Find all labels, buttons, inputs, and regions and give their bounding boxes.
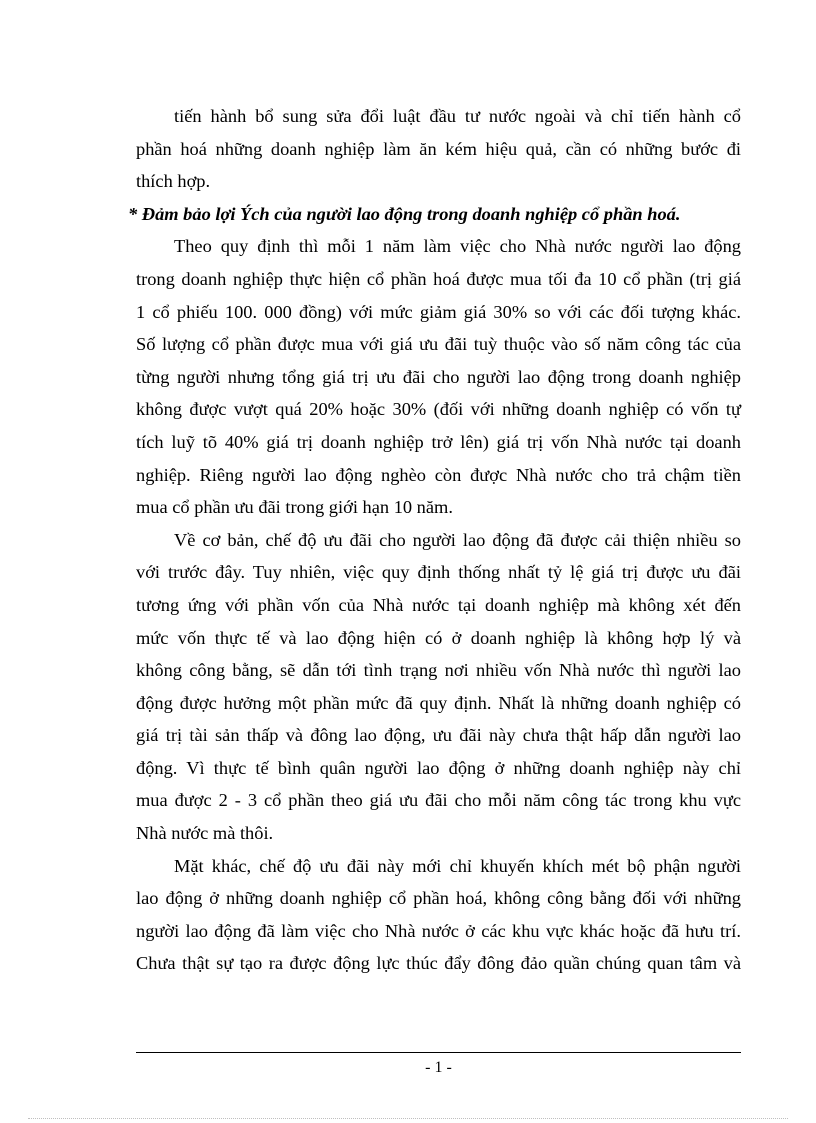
text-line: lao động ở những doanh nghiệp cổ phần hoá, không công bằng đối với những [136, 888, 741, 909]
text-line: giá trị tài sản thấp và đông lao động, ưu đãi này chưa thật hấp dẫn người lao [136, 725, 741, 746]
text-line: tích luỹ tõ 40% giá trị doanh nghiệp trở lên) giá trị vốn Nhà nước tại doanh [136, 431, 741, 452]
text-line: 1 cổ phiếu 100. 000 đồng) với mức giảm giá 30% so với các đối tượng khác. [136, 301, 741, 322]
text-line: Mặt khác, chế độ ưu đãi này mới chỉ khuyến khích mét bộ phận người [174, 855, 741, 876]
text-line: trong doanh nghiệp thực hiện cổ phần hoá được mua tối đa 10 cổ phần (trị giá [136, 268, 741, 289]
text-line: không công bằng, sẽ dẫn tới tình trạng nơi nhiều vốn Nhà nước thì người lao [136, 660, 741, 681]
text-line: Nhà nước mà thôi. [136, 823, 274, 844]
text-line: người lao động đã làm việc cho Nhà nước ở các khu vực khác hoặc đã hưu trí. [136, 920, 741, 941]
text-line: nghiệp. Riêng người lao động nghèo còn được Nhà nước cho trả chậm tiền [136, 464, 741, 485]
section-heading: * Đảm bảo lợi Ých của người lao động trong doanh nghiệp cổ phần hoá. [128, 203, 681, 224]
text-line: Theo quy định thì mỗi 1 năm làm việc cho Nhà nước người lao động [174, 236, 741, 257]
text-line: thích hợp. [136, 171, 211, 192]
text-line: tương ứng với phần vốn của Nhà nước tại doanh nghiệp mà không xét đến [136, 594, 741, 615]
text-line: không được vượt quá 20% hoặc 30% (đối với những doanh nghiệp có vốn tự [136, 399, 741, 420]
text-line: mua được 2 - 3 cổ phần theo giá ưu đãi cho mỗi năm công tác trong khu vực [136, 790, 741, 811]
text-line: tiến hành bổ sung sửa đổi luật đầu tư nước ngoài và chỉ tiến hành cổ [174, 106, 741, 126]
text-line: mua cổ phần ưu đãi trong giới hạn 10 năm. [136, 497, 453, 518]
text-line: phần hoá những doanh nghiệp làm ăn kém hiệu quả, cần có những bước đi [136, 138, 741, 159]
body-text [128, 100, 741, 980]
page-number: - 1 - [425, 1059, 452, 1076]
text-line: với trước đây. Tuy nhiên, việc quy định thống nhất tỷ lệ giá trị được ưu đãi [136, 562, 741, 583]
text-line: mức vốn thực tế và lao động hiện có ở doanh nghiệp là không hợp lý và [136, 627, 741, 648]
text-line: động được hưởng một phần mức đã quy định. Nhất là những doanh nghiệp có [136, 692, 741, 713]
text-line: Chưa thật sự tạo ra được động lực thúc đẩy đông đảo quần chúng quan tâm và [136, 953, 741, 974]
text-line: động. Vì thực tế bình quân người lao động ở những doanh nghiệp này chỉ [136, 757, 741, 778]
footer-divider [136, 1052, 741, 1053]
text-line: Về cơ bản, chế độ ưu đãi cho người lao động đã được cải thiện nhiều so [174, 529, 741, 550]
text-line: Số lượng cổ phần được mua với giá ưu đãi tuỳ thuộc vào số năm công tác của [136, 334, 741, 355]
page-boundary [28, 1118, 788, 1119]
text-line: từng người nhưng tổng giá trị ưu đãi cho người lao động trong doanh nghiệp [136, 366, 741, 387]
